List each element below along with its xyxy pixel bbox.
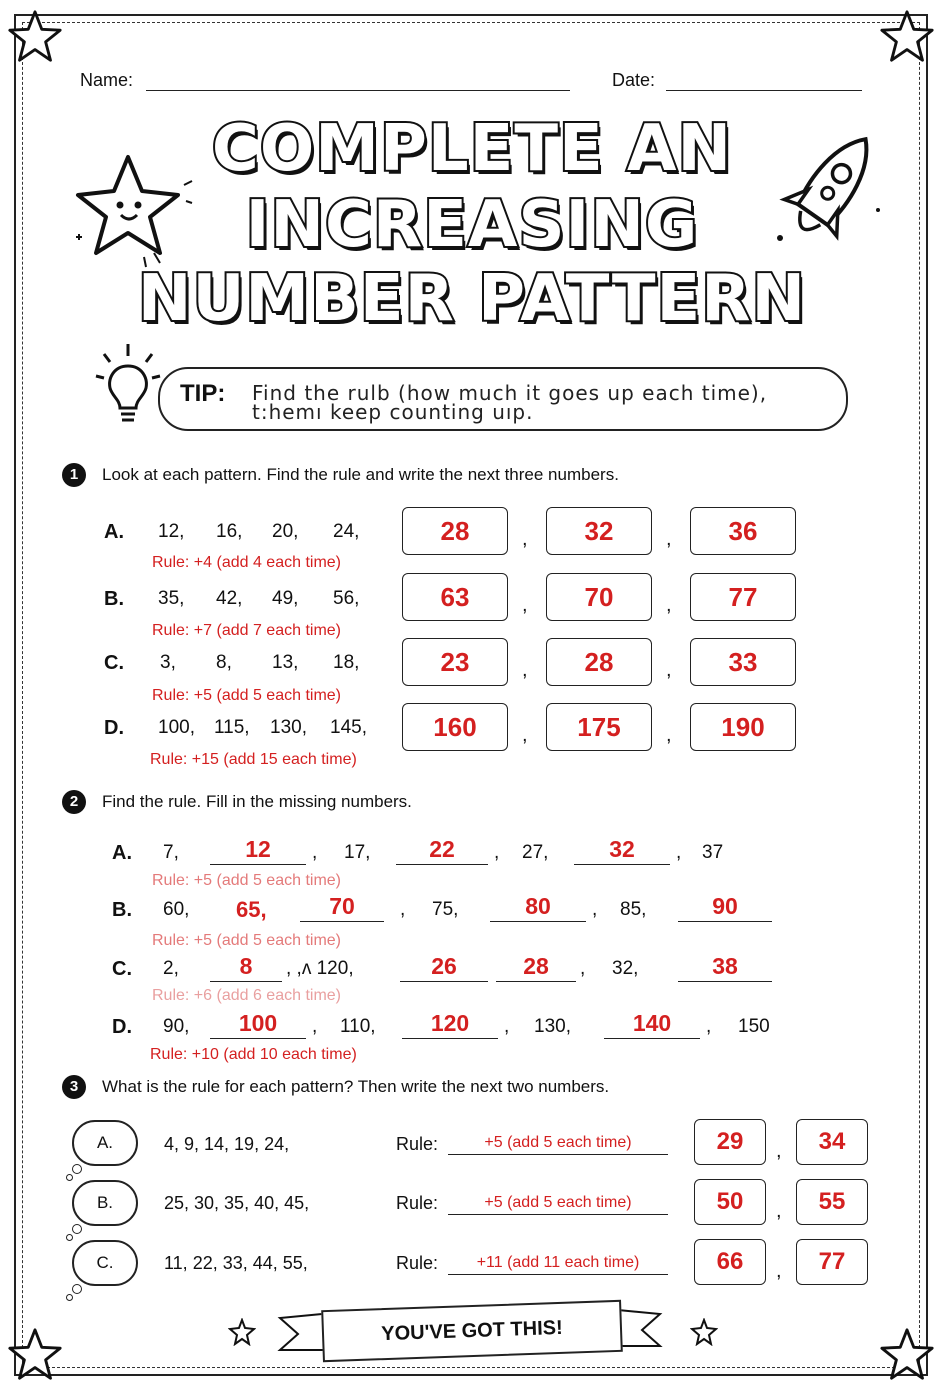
section3-title: What is the rule for each pattern? Then write the next two numbers. <box>102 1077 610 1096</box>
pattern-term: 85, <box>620 899 647 920</box>
thought-bubble-dot <box>66 1174 73 1181</box>
pattern-term: 3, <box>160 652 176 673</box>
comma: , <box>580 958 586 979</box>
star-corner-icon <box>878 8 936 66</box>
pattern-term: 42, <box>216 588 243 609</box>
rule-text: Rule: +15 (add 15 each time) <box>150 751 357 768</box>
pattern-term: 49, <box>272 588 299 609</box>
pattern-term: 90, <box>163 1016 190 1037</box>
row-label: B. <box>112 899 132 921</box>
comma: , <box>666 528 672 550</box>
comma: , <box>706 1016 712 1037</box>
rule-answer-line[interactable]: +5 (add 5 each time) <box>448 1192 668 1215</box>
row-label: B. <box>104 588 124 610</box>
answer-box[interactable]: 36 <box>690 507 796 555</box>
rule-text: Rule: +5 (add 5 each time) <box>152 932 341 949</box>
section-number-badge: 2 <box>62 790 86 814</box>
thought-cloud-label: A. <box>72 1120 138 1166</box>
answer-box[interactable]: 77 <box>690 573 796 621</box>
pattern-term: 32, <box>612 958 639 979</box>
thought-cloud-label: B. <box>72 1180 138 1226</box>
pattern-term: 150 <box>738 1016 770 1037</box>
section-number-badge: 3 <box>62 1075 86 1099</box>
rule-label: Rule: <box>396 1134 439 1154</box>
pattern-terms: 4, 9, 14, 19, 24, <box>164 1134 290 1154</box>
pattern-term: 12, <box>158 521 185 542</box>
answer-blank[interactable]: 80 <box>490 893 586 922</box>
answer-box[interactable]: 29 <box>694 1119 766 1165</box>
star-icon <box>690 1318 718 1346</box>
row-label: D. <box>104 717 124 739</box>
answer-blank[interactable]: 12 <box>210 836 306 865</box>
comma: , <box>666 659 672 681</box>
pattern-term: 130, <box>534 1016 571 1037</box>
answer-box[interactable]: 175 <box>546 703 652 751</box>
rule-answer-line[interactable]: +5 (add 5 each time) <box>448 1132 668 1155</box>
rule-text: Rule: +4 (add 4 each time) <box>152 554 341 571</box>
row-label: D. <box>112 1016 132 1038</box>
pattern-term: 110, <box>340 1016 376 1037</box>
answer-blank[interactable]: 38 <box>678 953 772 982</box>
answer-blank[interactable]: 32 <box>574 836 670 865</box>
rule-text: Rule: +5 (add 5 each time) <box>152 872 341 889</box>
pattern-terms: 11, 22, 33, 44, 55, <box>164 1253 308 1273</box>
answer-box[interactable]: 70 <box>546 573 652 621</box>
answer-box[interactable]: 28 <box>402 507 508 555</box>
rule-label: Rule: <box>396 1193 439 1213</box>
comma: , <box>776 1140 782 1162</box>
comma: , <box>776 1200 782 1222</box>
comma: , <box>312 842 318 863</box>
answer-box[interactable]: 28 <box>546 638 652 686</box>
rule-text: Rule: +7 (add 7 each time) <box>152 622 341 639</box>
pattern-term: 35, <box>158 588 185 609</box>
star-corner-icon <box>6 8 64 66</box>
comma: , <box>522 528 528 550</box>
comma: , <box>776 1260 782 1282</box>
thought-cloud-label: C. <box>72 1240 138 1286</box>
row-label: C. <box>104 652 124 674</box>
pattern-term: 60, <box>163 899 190 920</box>
comma: , <box>504 1016 510 1037</box>
pattern-term: 18, <box>333 652 360 673</box>
thought-bubble-dot <box>66 1294 73 1301</box>
tip-label: TIP: <box>180 380 226 407</box>
star-corner-icon <box>878 1326 936 1384</box>
pattern-term: 7, <box>163 842 179 863</box>
name-field[interactable] <box>146 90 570 91</box>
row-label: A. <box>112 842 132 864</box>
answer-box[interactable]: 66 <box>694 1239 766 1285</box>
comma: , <box>400 899 406 920</box>
answer-blank[interactable]: 28 <box>496 953 576 982</box>
comma: , <box>676 842 682 863</box>
answer-box[interactable]: 190 <box>690 703 796 751</box>
answer-box[interactable]: 33 <box>690 638 796 686</box>
section-number-badge: 1 <box>62 463 86 487</box>
answer-blank[interactable]: 70 <box>300 893 384 922</box>
tip-text-line-2: t:hemı keep counting uıp. <box>252 400 534 424</box>
comma: , <box>666 724 672 746</box>
answer-blank[interactable]: 22 <box>396 836 488 865</box>
section2-title: Find the rule. Fill in the missing numbers. <box>102 792 412 811</box>
title-line-1: COMPLETE AN <box>211 112 733 186</box>
pattern-term: , ,ʌ 120, <box>286 958 354 979</box>
title-line-3: NUMBER PATTERN <box>137 262 807 336</box>
comma: , <box>522 724 528 746</box>
answer-box[interactable]: 77 <box>796 1239 868 1285</box>
tip-text-line-1: Find the rulb (how much it goes up each time), <box>252 381 768 405</box>
pattern-term: 130, <box>270 717 307 738</box>
row-label: A. <box>104 521 124 543</box>
smiling-star-icon <box>66 145 196 275</box>
comma: , <box>522 594 528 616</box>
pattern-term: 17, <box>344 842 371 863</box>
pattern-term: 145, <box>330 717 367 738</box>
date-label: Date: <box>612 70 656 90</box>
row-label: C. <box>112 958 132 980</box>
lightbulb-icon <box>92 340 164 430</box>
pattern-term: 56, <box>333 588 360 609</box>
thought-bubble-dot <box>72 1284 82 1294</box>
pattern-term: 24, <box>333 521 360 542</box>
rule-text: Rule: +10 (add 10 each time) <box>150 1046 357 1063</box>
answer-blank[interactable]: 8 <box>210 953 282 982</box>
answer-box[interactable]: 63 <box>402 573 508 621</box>
answer-box[interactable]: 23 <box>402 638 508 686</box>
answer-blank[interactable]: 26 <box>400 953 488 982</box>
pattern-term: 37 <box>702 842 724 863</box>
answer-box[interactable]: 34 <box>796 1119 868 1165</box>
thought-bubble-dot <box>72 1164 82 1174</box>
rule-text: Rule: +6 (add 6 each time) <box>152 987 341 1004</box>
comma: , <box>666 594 672 616</box>
comma: , <box>494 842 500 863</box>
encouragement-banner: YOU'VE GOT THIS! <box>321 1300 623 1362</box>
answer-box[interactable]: 55 <box>796 1179 868 1225</box>
rule-answer-line[interactable]: +11 (add 11 each time) <box>448 1252 668 1275</box>
thought-bubble-dot <box>72 1224 82 1234</box>
thought-bubble-dot <box>66 1234 73 1241</box>
star-icon <box>228 1318 256 1346</box>
pattern-term: 115, <box>214 717 250 738</box>
pattern-term: 16, <box>216 521 243 542</box>
comma: , <box>592 899 598 920</box>
answer-blank[interactable]: 120 <box>402 1010 498 1039</box>
answer-box[interactable]: 32 <box>546 507 652 555</box>
rocket-icon <box>770 120 890 270</box>
pattern-terms: 25, 30, 35, 40, 45, <box>164 1193 310 1213</box>
comma: , <box>522 659 528 681</box>
pattern-term: 20, <box>272 521 299 542</box>
answer-box[interactable]: 50 <box>694 1179 766 1225</box>
pattern-term: 2, <box>163 958 179 979</box>
pattern-term: 27, <box>522 842 549 863</box>
pattern-term: 13, <box>272 652 299 673</box>
answer-blank[interactable]: 90 <box>678 893 772 922</box>
answer-box[interactable]: 160 <box>402 703 508 751</box>
rule-text: Rule: +5 (add 5 each time) <box>152 687 341 704</box>
answer-filled[interactable]: 65, <box>236 897 267 922</box>
pattern-term: 100, <box>158 717 195 738</box>
pattern-term: 75, <box>432 899 459 920</box>
section1-title: Look at each pattern. Find the rule and write the next three numbers. <box>102 465 619 484</box>
star-corner-icon <box>6 1326 64 1384</box>
comma: , <box>312 1016 318 1037</box>
name-label: Name: <box>80 70 134 90</box>
rule-label: Rule: <box>396 1253 439 1273</box>
pattern-term: 8, <box>216 652 232 673</box>
title-line-2: INCREASING <box>245 188 699 262</box>
answer-blank[interactable]: 100 <box>210 1010 306 1039</box>
date-field[interactable] <box>666 90 862 91</box>
answer-blank[interactable]: 140 <box>604 1010 700 1039</box>
